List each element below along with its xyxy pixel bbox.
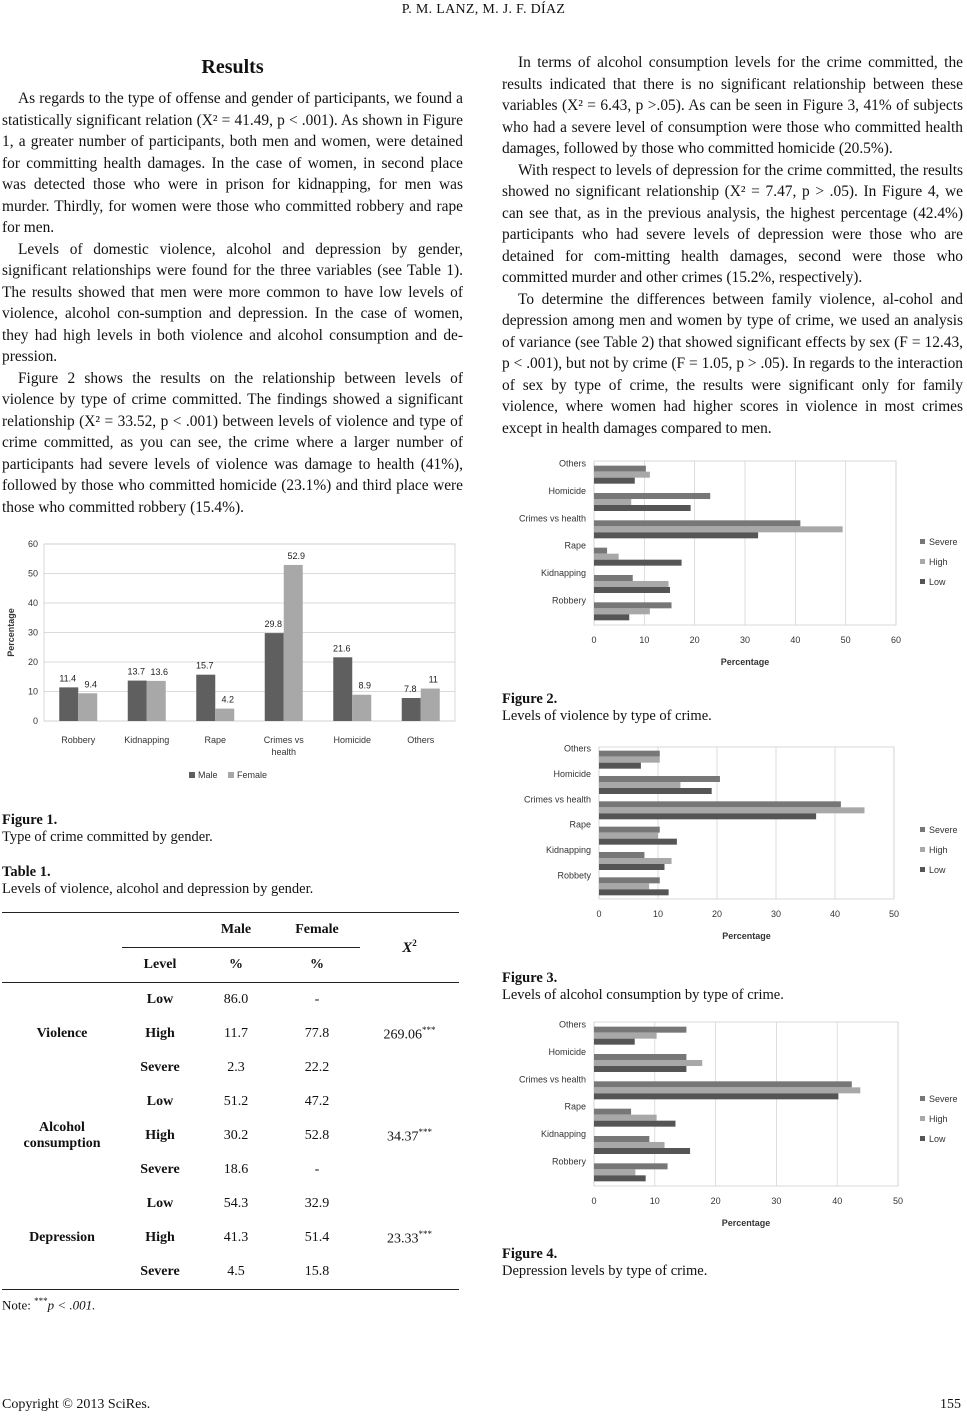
bar <box>599 813 816 819</box>
figure-caption: Levels of alcohol consumption by type of crime. <box>502 987 784 1003</box>
bar <box>594 1148 690 1154</box>
bar <box>594 1039 635 1045</box>
x-tick-label: Homicide <box>333 735 372 745</box>
y-tick-label: Robbery <box>551 595 586 606</box>
y-tick-label: 60 <box>27 539 38 549</box>
bar <box>599 757 660 763</box>
data-label: 8.9 <box>358 680 372 691</box>
figure-label: Figure 1. <box>2 812 58 828</box>
table-cell-level: Low <box>146 1094 174 1109</box>
bar <box>59 687 78 721</box>
y-tick-label: Homicide <box>548 486 586 496</box>
x-tick-label: 10 <box>652 909 664 919</box>
bar <box>594 1142 665 1148</box>
bar <box>599 852 644 858</box>
table-header-pct: % <box>229 957 243 972</box>
bar <box>594 532 758 538</box>
bar <box>147 681 166 721</box>
bar <box>594 1093 838 1099</box>
legend-swatch <box>920 559 925 564</box>
legend-label: Severe <box>929 825 958 835</box>
bar <box>284 565 303 721</box>
x-tick-label: Robbery <box>61 735 96 745</box>
bar <box>594 614 629 620</box>
y-axis-label: Percentage <box>6 608 16 657</box>
table-cell: 52.8 <box>304 1128 330 1143</box>
table-cell: 86.0 <box>198 983 274 1018</box>
legend-swatch <box>920 579 925 584</box>
bar <box>599 763 641 769</box>
bar <box>594 1169 635 1175</box>
bar <box>594 1121 675 1127</box>
table-cell-level: Severe <box>140 1060 180 1075</box>
y-tick-label: Rape <box>569 819 591 830</box>
bar <box>78 693 97 721</box>
data-label: 9.4 <box>84 679 98 690</box>
table-cell-level: High <box>145 1026 175 1041</box>
table-cell: 22.2 <box>304 1060 330 1075</box>
bar <box>599 864 664 870</box>
table-cell: 51.2 <box>223 1094 249 1109</box>
bar <box>599 877 660 883</box>
legend-label: Low <box>929 1134 946 1144</box>
x-tick-label: 40 <box>790 635 801 645</box>
bar <box>333 657 352 721</box>
legend-swatch <box>228 772 234 778</box>
table-cell: - <box>274 983 360 1018</box>
legend-label: Severe <box>929 1094 958 1104</box>
bar <box>599 889 669 895</box>
x-tick-label: health <box>271 747 297 757</box>
paragraph: In terms of alcohol consumption levels for the crime committed, the results indicated that there is no significant relationship between these variables (X² = 6.43, p >.05). As can be seen in Figure 3, 41% of subjects who had a severe level of consumption were those who committed health damages, followed by those who committed homicide (20.5%). <box>502 54 963 157</box>
figure-3-chart <box>502 741 963 956</box>
table-corner <box>2 913 122 983</box>
running-header: P. M. LANZ, M. J. F. DÍAZ <box>401 2 566 17</box>
x-tick-label: 50 <box>892 1196 904 1206</box>
bar <box>599 776 720 782</box>
table-cell: 51.4 <box>304 1230 330 1245</box>
bar <box>594 560 682 566</box>
x-tick-label: Others <box>407 735 435 745</box>
legend-swatch <box>189 772 195 778</box>
table-cell-chi: 34.37*** <box>387 1126 432 1145</box>
figure-caption: Type of crime committed by gender. <box>2 829 213 845</box>
left-column <box>2 52 463 1313</box>
paragraph: As regards to the type of offense and gender of participants, we found a statistically significant relation (X² = 41.49, p < .001). As shown in Figure 1, a greater number of participants, both men and women, were detained for committing health damages. In the case of women, in second place was detected those who were in prison for kidnapping, for men was murder. Thirdly, for women were those who committed robbery and rape for men. <box>2 90 463 236</box>
bar <box>599 801 841 807</box>
table-row-group: Violence <box>2 983 122 1086</box>
figure-1-chart <box>2 534 463 804</box>
table-cell-level: Severe <box>140 1162 180 1177</box>
bar <box>599 788 712 794</box>
bar <box>594 608 650 614</box>
x-axis-label: Percentage <box>722 931 771 941</box>
data-label: 4.2 <box>221 694 235 705</box>
data-label: 7.8 <box>403 683 417 694</box>
legend-label: Low <box>929 865 946 875</box>
bar <box>594 1033 657 1039</box>
legend-swatch <box>920 847 925 852</box>
paragraph: With respect to levels of depression for the crime committed, the results showed no significant relationship (X² = 7.47, p > .05). In Figure 4, we can see that, as in the previous analysis, the highest percentage (42.4%) participants who had severe levels of depression were those who are detained for com-mitting health damages, second were those who committed murder and other crimes (15.2%, respectively). <box>502 161 963 286</box>
bar <box>128 681 147 721</box>
data-label: 13.7 <box>127 666 146 677</box>
paragraph: Levels of domestic violence, alcohol and depression by gender, significant relationships were found for the three variables (see Table 1). The results showed that men were more common to have low levels of violence, alcohol con-sumption and depression. In the case of women, they had high levels in both violence and alcohol consumption and de-pression. <box>2 240 463 365</box>
bar <box>599 858 672 864</box>
table-cell-chi: 269.06*** <box>360 983 459 1086</box>
table-cell-level: High <box>145 1230 175 1245</box>
bar <box>594 499 631 505</box>
legend-swatch <box>920 1136 925 1141</box>
table-header-level: Level <box>122 948 198 983</box>
data-label: 52.9 <box>287 550 306 561</box>
figure-caption: Levels of violence by type of crime. <box>502 708 712 724</box>
x-tick-label: 0 <box>591 635 597 645</box>
plot-area <box>599 747 894 899</box>
table-caption: Levels of violence, alcohol and depression by gender. <box>2 881 314 897</box>
y-tick-label: Kidnapping <box>540 1129 586 1139</box>
table-header-female: Female <box>274 913 360 948</box>
table-label: Table 1. <box>2 864 51 880</box>
table-cell: 77.8 <box>304 1026 330 1041</box>
y-tick-label: Crimes vs health <box>518 513 586 524</box>
x-tick-label: Rape <box>204 735 227 745</box>
y-tick-label: 50 <box>27 568 38 579</box>
bar <box>594 1109 631 1115</box>
figure-4-chart <box>502 1018 963 1238</box>
table-cell: 18.6 <box>223 1162 249 1177</box>
table-cell-chi: 23.33*** <box>360 1187 459 1290</box>
x-tick-label: 30 <box>771 1196 782 1206</box>
x-tick-label: 40 <box>829 909 841 919</box>
table-cell: 4.5 <box>198 1255 274 1290</box>
y-tick-label: Others <box>558 1019 586 1030</box>
table-row <box>2 1085 459 1119</box>
legend-label: Low <box>929 577 946 587</box>
x-axis-label: Percentage <box>721 1218 771 1228</box>
x-tick-label: Crimes vs <box>263 735 304 745</box>
bar <box>594 1054 686 1060</box>
table-header-male: Male <box>198 913 274 948</box>
x-tick-label: 0 <box>591 1196 597 1206</box>
y-tick-label: Crimes vs health <box>523 794 591 805</box>
data-label: 21.6 <box>332 643 351 654</box>
table-cell: 15.8 <box>274 1255 360 1290</box>
figure-2-chart <box>502 457 963 677</box>
y-tick-label: 40 <box>27 598 38 608</box>
table-cell: 54.3 <box>223 1196 249 1211</box>
legend-swatch <box>920 867 925 872</box>
figure-label: Figure 3. <box>502 970 558 986</box>
bar <box>594 575 633 581</box>
bar <box>594 581 668 587</box>
bar <box>352 695 371 721</box>
y-tick-label: Kidnapping <box>545 845 591 855</box>
y-tick-label: 30 <box>27 627 38 638</box>
bar <box>594 493 710 499</box>
table-cell: 30.2 <box>223 1128 249 1143</box>
legend-swatch <box>920 539 925 544</box>
paragraph: Figure 2 shows the results on the relationship between levels of violence by type of crime committed. The findings showed a significant relationship (X² = 33.52, p < .001) between levels of violence and type of crime committed, as you can see, the crime where a larger number of participants had severe levels of violence was damage to health (41%), followed by those who committed homicide (23.1%) and third place were those who committed robbery (15.4%). <box>2 369 463 516</box>
y-tick-label: Robbery <box>551 1156 586 1167</box>
bar <box>599 751 660 757</box>
table-row-group: Depression <box>2 1187 122 1290</box>
bar <box>594 1175 646 1181</box>
right-column <box>502 52 963 1280</box>
x-tick-label: 40 <box>832 1196 843 1206</box>
bar <box>594 587 670 593</box>
y-tick-label: 0 <box>32 716 38 726</box>
y-tick-label: Others <box>563 743 591 754</box>
y-tick-label: Others <box>558 458 586 469</box>
table-cell-level: High <box>145 1128 175 1143</box>
bar <box>594 472 650 478</box>
bar <box>215 709 234 721</box>
bar <box>594 1060 702 1066</box>
legend-swatch <box>920 1116 925 1121</box>
bar <box>196 675 215 721</box>
bar <box>599 827 660 833</box>
data-label: 11 <box>428 674 438 685</box>
table-cell: 32.9 <box>304 1196 330 1211</box>
table-row <box>2 983 459 1018</box>
plot-area <box>594 1022 898 1186</box>
y-tick-label: Kidnapping <box>540 568 586 578</box>
table-cell-level: Low <box>146 1196 174 1211</box>
bar <box>599 807 865 813</box>
data-label: 11.4 <box>59 673 77 684</box>
footer-copyright: Copyright © 2013 SciRes. <box>2 1397 151 1412</box>
bar <box>594 466 646 472</box>
bar <box>594 1081 852 1087</box>
table-cell-level: Low <box>122 983 198 1018</box>
legend-label: Female <box>237 770 268 780</box>
bar <box>594 526 843 532</box>
x-tick-label: 20 <box>689 635 700 645</box>
bar <box>594 1087 860 1093</box>
y-tick-label: 20 <box>27 657 38 667</box>
legend-label: High <box>929 1114 948 1124</box>
x-tick-label: 20 <box>710 1196 721 1206</box>
x-tick-label: Kidnapping <box>124 735 170 745</box>
table-cell: 41.3 <box>223 1230 249 1245</box>
bar <box>594 548 607 554</box>
legend-label: High <box>929 557 948 567</box>
figure-label: Figure 4. <box>502 1246 558 1262</box>
legend-label: High <box>929 845 948 855</box>
table-note: Note: ***p < .001. <box>2 1296 96 1313</box>
figure-label: Figure 2. <box>502 691 558 707</box>
y-tick-label: Homicide <box>553 769 591 779</box>
table-cell: 11.7 <box>224 1026 248 1041</box>
table-cell: 2.3 <box>227 1060 245 1075</box>
legend-swatch <box>920 827 925 832</box>
bar <box>599 782 680 788</box>
table-cell-level: Severe <box>122 1255 198 1290</box>
bar <box>599 883 649 889</box>
bar <box>599 839 677 845</box>
data-label: 15.7 <box>195 660 214 671</box>
y-tick-label: Homicide <box>548 1047 586 1057</box>
x-tick-label: 50 <box>888 909 900 919</box>
bar <box>594 1163 668 1169</box>
legend-swatch <box>920 1096 925 1101</box>
bar <box>594 1115 657 1121</box>
paragraph: To determine the differences between family violence, al-cohol and depression among men and women by type of crime, we used an analysis of variance (see Table 2) that showed significant effects by sex (F = 12.43, p < .001), but not by crime (F = 1.05, p > .05). In regards to the interaction of sex by type of crime, the results were significant only for family violence, where women had higher scores in violence in most crimes except in health damages compared to men. <box>502 290 963 437</box>
data-label: 13.6 <box>150 666 169 677</box>
bar <box>594 1027 686 1033</box>
table-header-chi: $X^2$ <box>360 913 459 983</box>
table-row-group: Alcohol consumption <box>23 1120 101 1151</box>
y-tick-label: 10 <box>27 686 38 697</box>
legend-label: Male <box>198 770 218 780</box>
y-tick-label: Crimes vs health <box>518 1074 586 1085</box>
x-tick-label: 10 <box>649 1196 660 1206</box>
x-tick-label: 10 <box>639 635 650 645</box>
bar <box>402 698 421 721</box>
table-row <box>2 1187 459 1221</box>
section-title: Results <box>201 56 264 78</box>
x-axis-label: Percentage <box>720 657 770 667</box>
x-tick-label: 0 <box>596 909 602 919</box>
y-tick-label: Rape <box>564 1101 586 1112</box>
y-tick-label: Rape <box>564 540 586 551</box>
bar <box>599 833 658 839</box>
bar <box>421 689 440 721</box>
bar <box>594 478 635 484</box>
bar <box>594 1066 686 1072</box>
bar <box>594 554 619 560</box>
table-1 <box>2 912 459 1290</box>
bar <box>594 520 800 526</box>
x-tick-label: 30 <box>770 909 782 919</box>
x-tick-label: 50 <box>840 635 851 645</box>
page-number: 155 <box>940 1397 961 1412</box>
legend-label: Severe <box>929 537 958 547</box>
bar <box>265 633 284 721</box>
table-cell: - <box>314 1162 320 1177</box>
x-tick-label: 20 <box>711 909 723 919</box>
x-tick-label: 60 <box>890 635 902 645</box>
bar <box>594 602 672 608</box>
bar <box>594 1136 649 1142</box>
y-tick-label: Robbety <box>557 870 591 881</box>
table-cell: 47.2 <box>304 1094 330 1109</box>
figure-caption: Depression levels by type of crime. <box>502 1263 708 1279</box>
bar <box>594 505 691 511</box>
data-label: 29.8 <box>264 619 283 630</box>
table-header-pct: % <box>310 957 324 972</box>
x-tick-label: 30 <box>739 635 751 645</box>
